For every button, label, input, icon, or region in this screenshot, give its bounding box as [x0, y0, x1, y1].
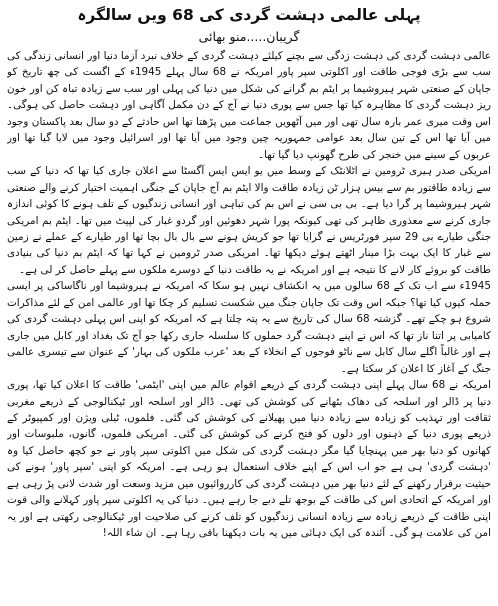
article-paragraph: امریکہ نے 68 سال پہلے اپنی دہشت گردی کے ذریعے اقوام عالم میں اپنی 'ایٹمی' طاقت کا اعلان کیا تھا، پوری دنیا پر ڈالر اور اسلحہ کی دھاک بٹھانے کی کوشش کی تھی۔ ڈالر اور اسلحہ اور ٹیکنالوجی کے ذریعے مغربی ثقافت اور تہذیب کو زیادہ سے زیادہ دنیا میں پھیلانے کی کوشش کی گئی۔ فلموں، ٹیلی ویژن اور کمپیوٹر کے ذریعے پوری دنیا کے ذہنوں اور دلوں کو فتح کرنے کی کوشش کی گئی۔ امریکی فلموں، گانوں، ملبوسات اور کھانوں کو دنیا بھر میں پہنچایا گیا مگر دہشت گردی کی شکل میں اکلوتی سپر پاور نے جو کچھ حاصل کیا وہ 'دہشت گردی' ہی ہے جو اب اس کے اپنے خلاف استعمال ہو رہی ہے۔ امریکہ کو اپنی 'سپر پاور' ہونے کی حیثیت برقرار رکھنے کے لئے دنیا بھر میں دہشت گردی کی کارروائیوں میں مزید وسعت اور شدت لانی پڑ رہی ہے اور امریکہ کے اتحادی اس کی طاقت کے بوجھ تلے دبے جا رہے ہیں۔ دنیا کی یہ اکلوتی سپر پاور کہلانے والی قوت اپنی طاقت کے ذریعے زیادہ سے زیادہ انسانی زندگیوں کو تلف کرنے کی صلاحیت اور ٹیکنالوجی رکھتی ہے اور یہ امن کی علامت ہو گی۔ آئندہ کی ایک دہائی میں یہ بات دیکھنا باقی رہا ہے۔ ان شاء اللہ! — [7, 379, 491, 540]
article-headline: پہلی عالمی دہشت گردی کی 68 ویں سالگرہ — [77, 6, 421, 24]
article-paragraph: امریکی صدر ہیری ٹرومین نے اٹلانٹک کے وسط میں یو ایس ایس آگسٹا سے اعلان جاری کیا تھا کہ دنیا کے سب سے زیادہ طاقتور بم سے بیس ہزار ٹن زیادہ طاقت والا ایٹم بم آج جاپان کے جنگی اہمیت اختیار کرنے والے صنعتی شہر ہیروشیما پر گرا دیا ہے۔ بی بی سی نے اس بم کی تباہی اور انسانی زندگیوں کے تلف ہونے کا کوئی اندازہ جاری کرنے سے معذوری ظاہر کی تھی کیونکہ پورا شہر دھوئیں اور گردو غبار کی لپیٹ میں تھا۔ ایٹم بم امریکی جنگی طیارے بی 29 سپر فورٹریس نے گرایا تھا جو کریش ہونے سے بال بال بچا تھا اور طیارے کے عملے نے زمین سے غبار کا ایک بہت بڑا مینار اٹھتے ہوئے دیکھا تھا۔ امریکی صدر ٹرومین نے کہا تھا کہ ایٹم بم دنیا کی بنیادی طاقت کو بروئے کار لانے کا نتیجہ ہے اور امریکہ نے یہ طاقت دنیا کے دوسرے ملکوں سے پہلے حاصل کر لی ہے۔ — [7, 165, 491, 276]
article-paragraph: عالمی دہشت گردی کی دہشت زدگی سے بچنے کیلئے دہشت گردی کے خلاف نبرد آزما دنیا اور انسانی زندگی کی سب سے بڑی فوجی طاقت اور اکلوتی سپر پاور امریکہ نے 68 سال پہلے 1945ء کے اگست کی چھ تاریخ کو جاپان کے صنعتی شہر ہیروشیما پر ایٹم بم گرانے کی شکل میں دنیا کی پہلی اور سب سے زیادہ تباہ کن اور خون ریز دہشت گردی کا مظاہرہ کیا تھا جس سے پوری دنیا نے آج کے دن مکمل آگاہی اور دہشت حاصل کی ہوگی۔ اس وقت میری عمر بارہ سال تھی اور میں آٹھویں جماعت میں پڑھتا تھا اس حادثے کے دو سال بعد پاکستان وجود میں آیا تھا اس کے تین سال بعد عوامی جمہوریہ چین وجود میں آیا تھا اور اسرائیل وجود میں لایا گیا تھا اور عربوں کے سینے میں خنجر کی طرح گھونپ دیا گیا تھا۔ — [7, 50, 491, 161]
article-body — [7, 48, 491, 542]
article-page — [7, 0, 491, 604]
article-byline: گریبان.....منو بھائی — [198, 29, 300, 44]
article-paragraph: 1945ء سے اب تک کے 68 سالوں میں یہ انکشاف نہیں ہو سکا کہ امریکہ نے ہیروشیما اور ناگاساکی پر ایسی حملہ کیوں کیا تھا؟ جبکہ اس وقت تک جاپان جنگ میں شکست تسلیم کر چکا تھا اور عالمی امن کے لئے مذاکرات شروع ہو چکے تھے۔ گزشتہ 68 سال کی تاریخ سے یہ پتہ چلتا ہے کہ امریکہ کو اپنی اس پہلی دہشت گردی کی کامیابی پر اتنا ناز تھا کہ اس نے اپنے دہشت گرد حملوں کا سلسلہ جاری رکھا جو آج تک بغداد اور کابل میں جاری ہے اور غالباً اگلے سال کابل سے ناٹو فوجوں کے انخلاء کے بعد 'عرب ملکوں کی بہار' کے عنوان سے تیسری عالمی جنگ کے آغاز کا اعلان کر سکتا ہے۔ — [7, 280, 491, 375]
